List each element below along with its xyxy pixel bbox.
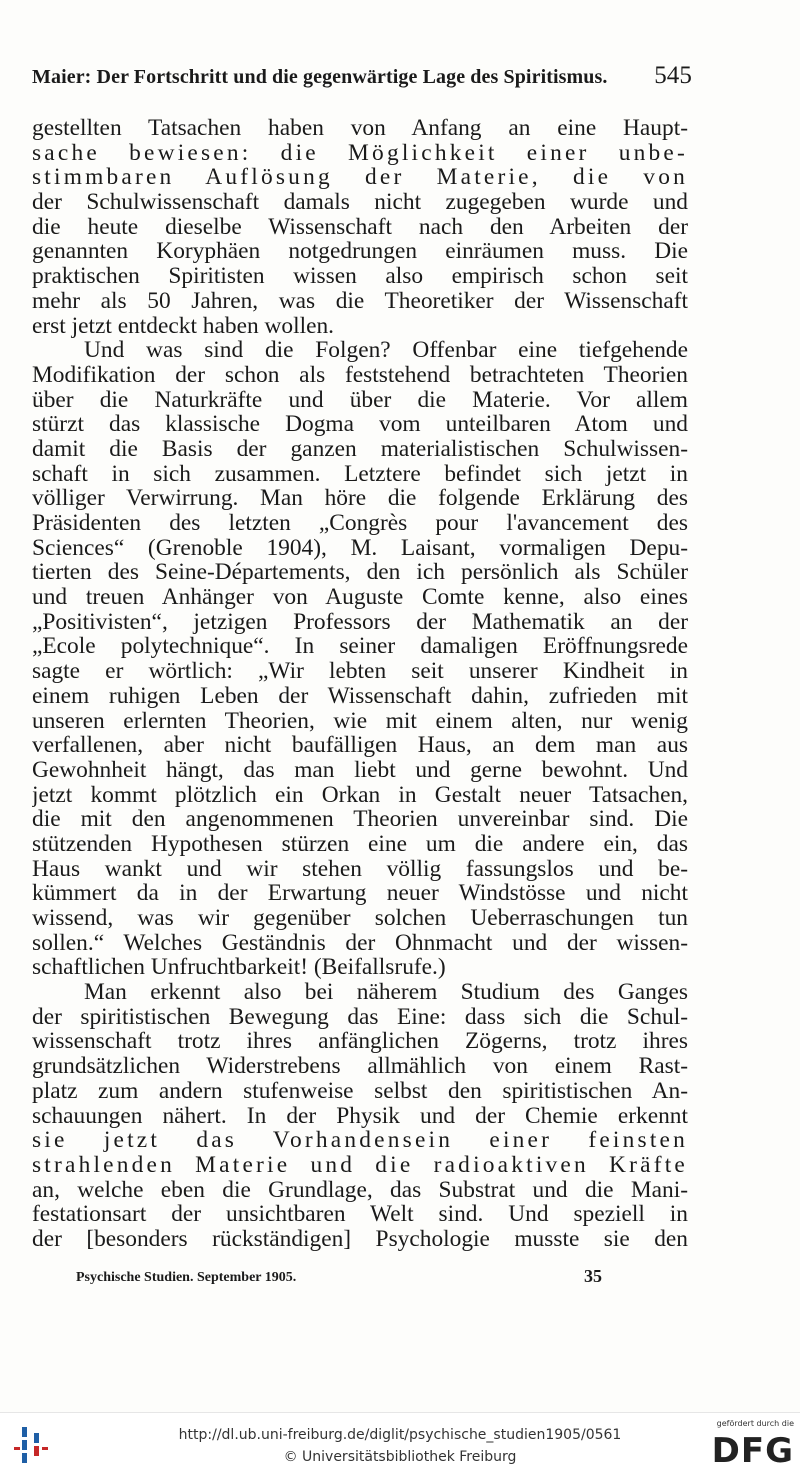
text-line: Und was sind die Folgen? Offenbar eine tiefgehende xyxy=(84,338,688,363)
text-line: wissenschaft trotz ihres anfänglichen Zögerns, trotz ihres xyxy=(32,1029,688,1055)
viewer-footer-bar xyxy=(0,1412,800,1473)
text-line: platz zum andern stufenweise selbst den spiritistischen An- xyxy=(32,1078,688,1104)
text-line: völliger Verwirrung. Man höre die folgende Erklärung des xyxy=(32,486,688,511)
text-line: der [besonders rückständigen] Psychologie musste sie den xyxy=(32,1226,688,1252)
text-line: gestellten Tatsachen haben von Anfang an eine Haupt- xyxy=(32,116,688,141)
running-header xyxy=(32,62,692,92)
text-line: tierten des Seine-Départements, den ich persönlich als Schüler xyxy=(32,560,688,586)
text-line: schaftlichen Unfruchtbarkeit! (Beifallsrufe.) xyxy=(32,955,446,981)
text-line: stimmbaren Auflösung der Materie, die von xyxy=(32,165,688,191)
text-line: sagte er wörtlich: „Wir lebten seit unserer Kindheit in xyxy=(32,659,688,684)
text-line: über die Naturkräfte und über die Materie. Vor allem xyxy=(32,387,688,413)
text-line: genannten Koryphäen notgedrungen einräumen muss. Die xyxy=(32,239,688,265)
text-line: „Ecole polytechnique“. In seiner damaligen Eröffnungsrede xyxy=(32,634,688,660)
text-line: strahlenden Materie und die radioaktiven Kräfte xyxy=(32,1152,688,1178)
header-title: Maier: Der Fortschritt und die gegenwärtige Lage des Spiritismus. xyxy=(32,66,608,88)
text-line: schauungen nähert. In der Physik und der Chemie erkennt xyxy=(32,1103,688,1129)
text-line: stützenden Hypothesen stürzen eine um die andere ein, das xyxy=(32,831,688,857)
footer-journal: Psychische Studien. September 1905. xyxy=(76,1270,297,1285)
dfg-logo: DFG xyxy=(711,1431,794,1471)
signature-mark: 35 xyxy=(584,1266,602,1286)
text-line: Sciences“ (Grenoble 1904), M. Laisant, vormaligen Depu- xyxy=(32,535,688,561)
text-line: „Positivisten“, jetzigen Professors der Mathematik an der xyxy=(32,609,688,635)
text-line: wissend, was wir gegenüber solchen Ueberraschungen tun xyxy=(32,906,688,931)
text-line: einem ruhigen Leben der Wissenschaft dahin, zufrieden mit xyxy=(32,683,688,709)
text-line: sie jetzt das Vorhandensein einer feinsten xyxy=(32,1128,688,1153)
text-line: erst jetzt entdeckt haben wollen. xyxy=(32,313,335,339)
text-line: stürzt das klassische Dogma vom unteilbaren Atom und xyxy=(32,412,688,437)
text-line: Haus wankt und wir stehen völlig fassungslos und be- xyxy=(32,856,688,882)
text-line: verfallenen, aber nicht baufälligen Haus, an dem man aus xyxy=(32,733,688,758)
text-line: grundsätzlichen Widerstrebens allmählich von einem Rast- xyxy=(32,1054,688,1079)
dfg-label: gefördert durch die xyxy=(716,1419,794,1428)
text-line: kümmert da in der Erwartung neuer Windstösse und nicht xyxy=(32,881,688,906)
text-line: damit die Basis der ganzen materialistischen Schulwissen- xyxy=(32,436,688,462)
text-line: Gewohnheit hängt, das man liebt und gerne bewohnt. Und xyxy=(32,757,688,783)
text-line: die mit den angenommenen Theorien unvereinbar sind. Die xyxy=(32,807,688,832)
text-line: Man erkennt also bei näherem Studium des Ganges xyxy=(84,980,688,1005)
body-text xyxy=(32,116,688,1252)
text-line: praktischen Spiritisten wissen also empirisch schon seit xyxy=(32,264,688,289)
copyright-notice: © Universitätsbibliothek Freiburg xyxy=(283,1449,517,1465)
permalink-url[interactable]: http://dl.ub.uni-freiburg.de/diglit/psychische_studien1905/0561 xyxy=(178,1427,622,1443)
text-line: mehr als 50 Jahren, was die Theoretiker der Wissenschaft xyxy=(32,288,688,314)
text-line: und treuen Anhänger von Auguste Comte kenne, also eines xyxy=(32,585,688,610)
text-line: jetzt kommt plötzlich ein Orkan in Gestalt neuer Tatsachen, xyxy=(32,782,688,808)
page-footer xyxy=(76,1266,616,1290)
text-line: an, welche eben die Grundlage, das Substrat und die Mani- xyxy=(32,1177,688,1203)
dfg-sponsor xyxy=(704,1419,794,1471)
text-line: die heute dieselbe Wissenschaft nach den Arbeiten der xyxy=(32,214,688,240)
text-line: Präsidenten des letzten „Congrès pour l'avancement des xyxy=(32,511,688,536)
text-line: Modifikation der schon als feststehend betrachteten Theorien xyxy=(32,362,688,388)
text-line: sollen.“ Welches Geständnis der Ohnmacht und der wissen- xyxy=(32,930,688,956)
text-line: sache bewiesen: die Möglichkeit einer unbe- xyxy=(32,140,688,166)
text-line: der Schulwissenschaft damals nicht zugegeben wurde und xyxy=(32,190,688,215)
library-logo-icon xyxy=(12,1423,52,1467)
text-line: der spiritistischen Bewegung das Eine: dass sich die Schul- xyxy=(32,1004,688,1030)
text-line: festationsart der unsichtbaren Welt sind. Und speziell in xyxy=(32,1202,688,1227)
text-line: unseren erlernten Theorien, wie mit einem alten, nur wenig xyxy=(32,708,688,734)
page-number: 545 xyxy=(654,62,692,89)
text-line: schaft in sich zusammen. Letztere befindet sich jetzt in xyxy=(32,461,688,487)
